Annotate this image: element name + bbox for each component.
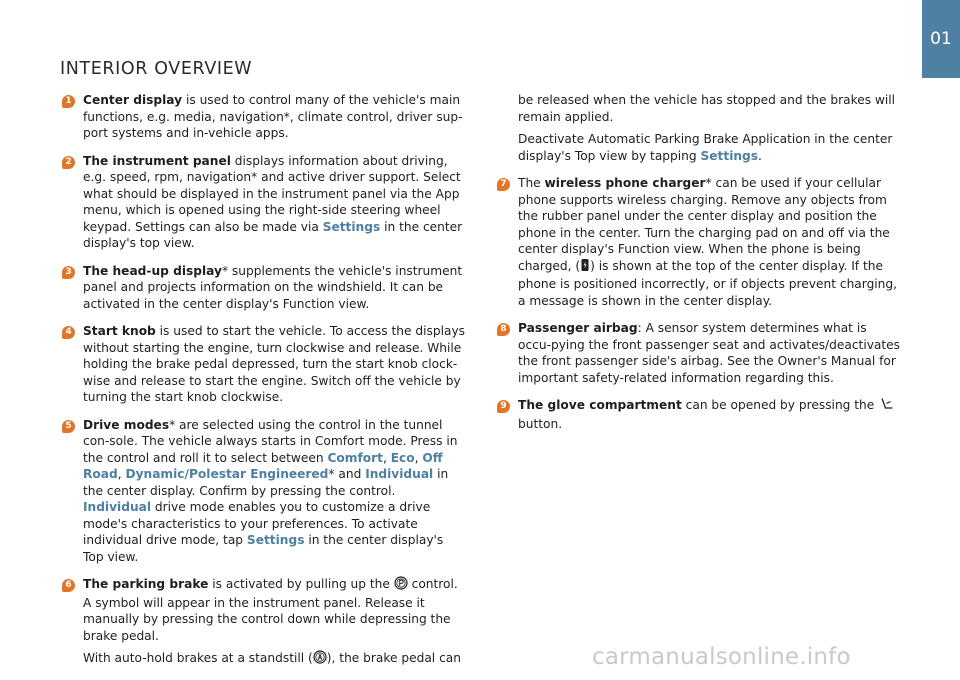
item-text: is used to start the vehicle. To access the displays without starting the engine, turn clockwise and release. While holding the brake pedal depressed, turn the start knob clock-wise and release to start the engine. Switch off the vehicle by turning the start knob clockwise. [83,324,466,404]
settings-link[interactable]: Settings [246,533,305,547]
separator: , [117,467,126,481]
list-item-6 [62,576,466,669]
item-text: is used to control many of the vehicle's main functions, e.g. media, navigation*, climate control, driver sup-port systems and in-vehicle apps. [83,93,463,140]
separator: , [414,450,423,465]
item-text: * supplements the vehicle's instrument panel and projects information on the windshield. It can be activated in the center display's Function view. [83,263,463,311]
list-item-2 [62,153,466,252]
individual-mode-label: Individual [365,467,434,481]
item-marker: 4 [62,326,75,339]
item-text: in the center display's Top view. [83,533,444,564]
list-item-5 [62,417,466,566]
item-heading: The head-up display [83,263,222,278]
item-text: * can be used if your cellular phone supports wireless charging. Remove any objects from the rubber panel under the center display and position the phone in the center. Turn the charging pad on and off via the center display's Function view. When the phone is being charged, ( [518,176,890,273]
watermark: carmanualsonline.info [592,644,851,670]
list-item-7 [497,175,901,309]
item-text: ), the brake pedal can [326,651,461,665]
item-text: in the center display. Confirm by pressing the control. [83,467,449,498]
item-text: in the center display's top view. [83,219,463,250]
list-item-8 [497,320,901,386]
item-marker: 8 [497,323,510,336]
item-text: be released when the vehicle has stopped and the brakes will remain applied. [518,93,896,124]
parking-brake-icon [394,576,408,595]
item-text: is activated by pulling up the [208,577,394,591]
settings-link[interactable]: Settings [700,148,759,163]
list-item-6-continued [497,92,901,164]
eco-mode-label: Eco [390,450,415,465]
phone-charging-icon [580,258,590,277]
item-marker: 7 [497,178,510,191]
item-heading: Center display [83,93,183,107]
item-heading: The instrument panel [83,153,231,168]
list-item-9 [497,397,901,432]
item-heading: wireless phone charger [544,176,706,190]
item-text: . [758,148,762,163]
left-column [62,92,466,680]
list-item-1 [62,92,466,142]
item-marker: 1 [62,95,75,108]
item-heading: Passenger airbag [518,321,638,335]
dynamic-mode-label: Dynamic/Polestar Engineered [125,467,329,481]
item-text: * and [328,467,366,481]
item-marker: 2 [62,156,75,169]
list-item-3 [62,263,466,313]
auto-hold-icon [313,650,327,669]
chapter-tab [922,0,960,78]
item-heading: The parking brake [83,577,209,591]
right-column [497,92,901,443]
offroad-mode-label: Off Road [83,450,443,481]
item-text: displays information about driving, e.g. speed, rpm, navigation* and active driver support. Select what should be displayed in the instrument panel via the App menu, which is opened using the right-side steering wheel keypad. Settings can also be made via [83,153,461,234]
settings-link[interactable]: Settings [322,219,381,234]
item-marker: 5 [62,420,75,433]
item-marker: 3 [62,266,75,279]
item-heading: Drive modes [83,417,170,432]
item-text: With auto-hold brakes at a standstill ( [83,651,313,665]
list-item-4 [62,323,466,406]
item-heading: The glove compartment [518,398,682,412]
item-marker: 6 [62,579,75,592]
item-heading: Start knob [83,324,156,338]
item-text: ) is shown at the top of the center display. If the phone is positioned incorrectly, or if objects prevent charging, a message is shown in the center display. [518,258,898,308]
comfort-mode-label: Comfort [327,450,383,465]
item-text: The [518,176,545,190]
item-text: drive mode enables you to customize a drive mode's characteristics to your preferences. To activate individual drive mode, tap [83,500,431,547]
item-text: button. [518,416,563,431]
separator: , [382,450,391,465]
chapter-number: 01 [930,29,952,49]
glovebox-icon [878,397,894,416]
item-text: : A sensor system determines what is occu-pying the front passenger seat and activates/deactivates the front passenger side's airbag. See the Owner's Manual for important safety-related information regarding this. [518,321,901,385]
item-text: control. A symbol will appear in the instrument panel. Release it manually by pressing the control down while depressing the brake pedal. [83,577,458,643]
page-title: INTERIOR OVERVIEW [60,59,253,79]
item-marker: 9 [497,400,510,413]
individual-mode-label: Individual [83,500,152,514]
item-text: * are selected using the control in the tunnel con-sole. The vehicle always starts in Comfort mode. Press in the control and roll it to select between [83,417,458,465]
item-text: Deactivate Automatic Parking Brake Application in the center display's Top view by tapping [518,132,893,163]
item-text: can be opened by pressing the [681,398,879,412]
